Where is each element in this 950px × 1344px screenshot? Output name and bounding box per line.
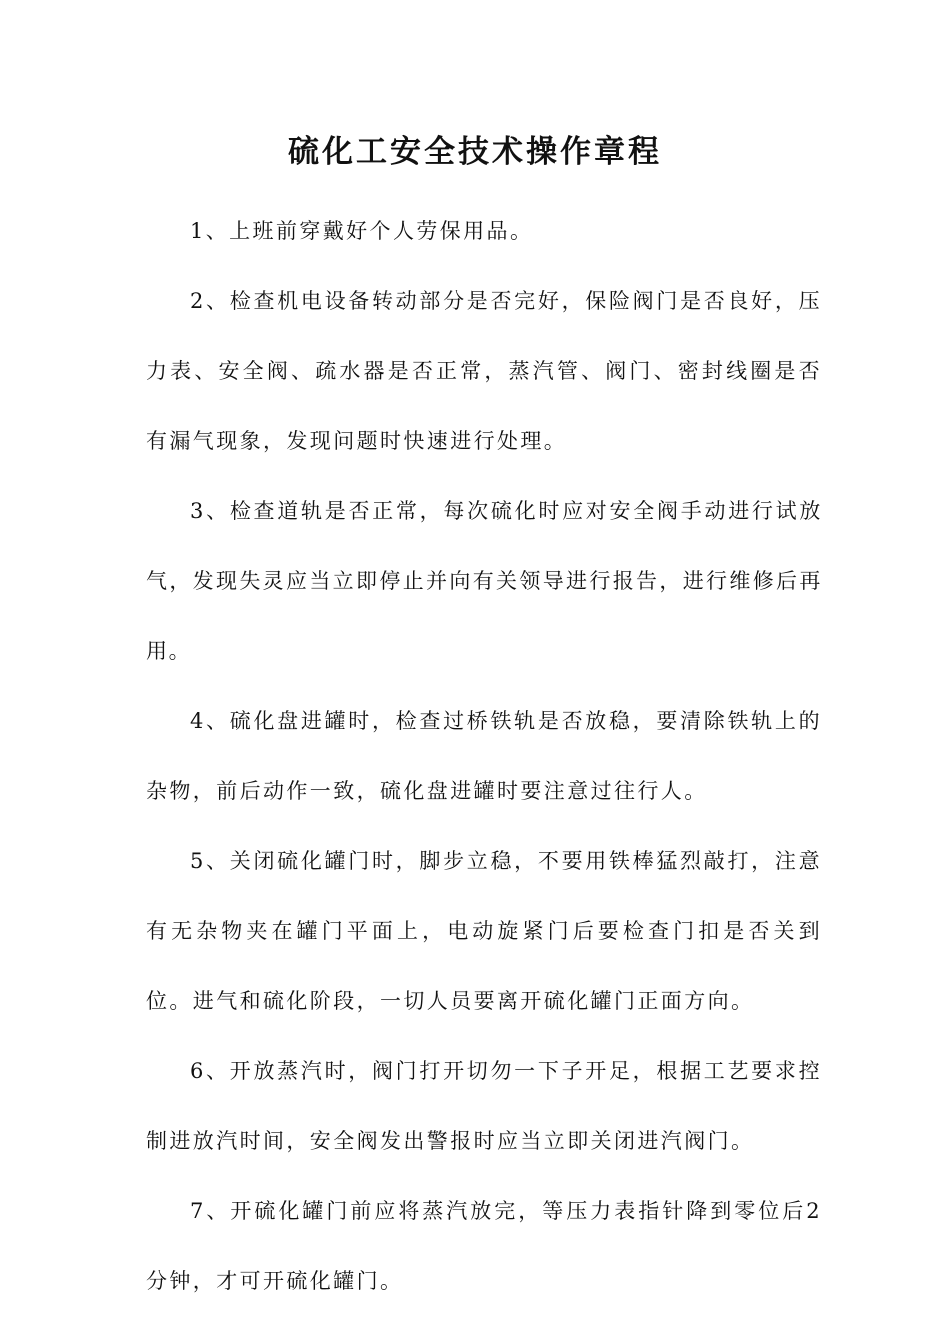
document-body — [146, 196, 822, 1316]
paragraph-4: 4、硫化盘进罐时，检查过桥铁轨是否放稳，要清除铁轨上的杂物，前后动作一致，硫化盘进罐时要注意过往行人。 — [146, 709, 822, 803]
document-title: 硫化工安全技术操作章程 — [288, 134, 662, 170]
paragraph-2: 2、检查机电设备转动部分是否完好，保险阀门是否良好，压力表、安全阀、疏水器是否正常，蒸汽管、阀门、密封线圈是否有漏气现象，发现问题时快速进行处理。 — [146, 289, 822, 453]
paragraph-1: 1、上班前穿戴好个人劳保用品。 — [190, 219, 534, 243]
paragraph-5: 5、关闭硫化罐门时，脚步立稳，不要用铁棒猛烈敲打，注意有无杂物夹在罐门平面上，电动旋紧门后要检查门扣是否关到位。进气和硫化阶段，一切人员要离开硫化罐门正面方向。 — [146, 849, 822, 1013]
paragraph-3: 3、检查道轨是否正常，每次硫化时应对安全阀手动进行试放气，发现失灵应当立即停止并向有关领导进行报告，进行维修后再用。 — [146, 499, 822, 663]
paragraph-6: 6、开放蒸汽时，阀门打开切勿一下子开足，根据工艺要求控制进放汽时间，安全阀发出警报时应当立即关闭进汽阀门。 — [146, 1059, 822, 1153]
paragraph-7: 7、开硫化罐门前应将蒸汽放完，等压力表指针降到零位后2分钟，才可开硫化罐门。 — [146, 1199, 822, 1293]
